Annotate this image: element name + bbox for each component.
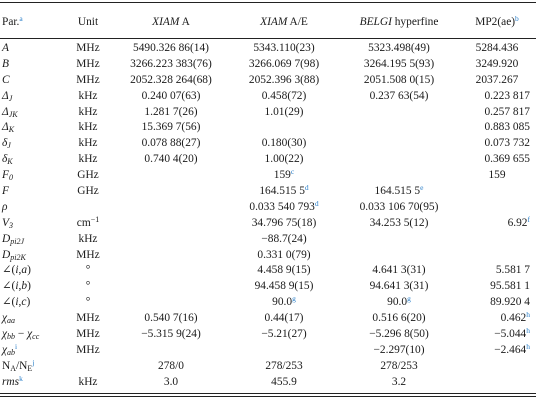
footnote-marker: e: [420, 182, 424, 192]
mp2-cell: [458, 231, 536, 247]
bottom-rule-2: [0, 396, 536, 397]
xiam-a-cell: 0.740 4(20): [144, 153, 198, 166]
mp2-cell: [458, 358, 536, 374]
mp2-cell: 0.257 817: [484, 105, 530, 118]
header-row: [0, 0, 536, 40]
footnote-marker: d: [304, 182, 309, 192]
belgi-cell: 0.237 63(54): [369, 89, 429, 102]
table-row: [0, 199, 536, 215]
footnote-marker: h: [526, 325, 530, 335]
mp2-cell: 5284.436: [475, 41, 519, 54]
xiam-ae-cell: 4.458 9(15): [257, 264, 311, 277]
mp2-cell: [458, 199, 536, 215]
col-header-belgi: BELGI hyperfine: [359, 16, 439, 28]
unit-cell: MHz: [76, 41, 100, 54]
mp2-cell: [458, 374, 536, 390]
xiam-ae-cell: 94.458 9(15): [254, 280, 314, 293]
parameter-cell: $N_A/N_E^j$: [2, 357, 35, 373]
xiam-a-cell: [114, 231, 228, 247]
table-row: [0, 135, 536, 151]
footnote-marker: g: [407, 294, 411, 304]
parameter-cell: F: [2, 184, 9, 197]
xiam-ae-cell: −5.21(27): [261, 327, 307, 340]
footnote-marker: g: [292, 294, 296, 304]
xiam-a-cell: [114, 167, 228, 183]
parameter-cell: $V_3$: [2, 216, 13, 230]
mp2-cell: 95.581 1: [490, 280, 530, 293]
belgi-cell: 3.2: [391, 375, 407, 388]
unit-cell: MHz: [76, 312, 100, 325]
footnote-marker: b: [515, 14, 519, 23]
footnote-marker: k: [19, 373, 23, 383]
xiam-ae-cell: 2052.396 3(88): [248, 73, 320, 86]
table-row: [0, 342, 536, 358]
xiam-ae-cell: 0.331 0(79): [257, 248, 311, 261]
table-row: [0, 310, 536, 326]
parameter-cell: $\Delta_K$: [2, 121, 15, 135]
belgi-cell: −5.296 8(50): [369, 327, 429, 340]
table-row: [0, 326, 536, 342]
unit-cell: MHz: [76, 327, 100, 340]
belgi-cell: 34.253 5(12): [369, 216, 429, 229]
unit-cell: kHz: [78, 153, 98, 166]
xiam-ae-cell: 0.458(72): [261, 89, 307, 102]
xiam-a-cell: [114, 278, 228, 294]
unit-cell: kHz: [78, 89, 98, 102]
footnote-marker: a: [19, 14, 23, 23]
parameter-cell: $\delta_J$: [2, 137, 11, 151]
unit-cell: [62, 358, 114, 374]
xiam-a-cell: 0.240 07(63): [141, 89, 201, 102]
xiam-ae-cell: [228, 342, 340, 358]
unit-cell: GHz: [77, 184, 99, 197]
xiam-ae-cell: 3266.069 7(98): [248, 57, 320, 70]
belgi-cell: [340, 104, 458, 120]
xiam-a-cell: 0.540 7(16): [144, 312, 198, 325]
mp2-cell: 5.581 7: [495, 264, 530, 277]
unit-cell: kHz: [78, 375, 98, 388]
xiam-ae-cell: 1.00(22): [264, 153, 304, 166]
xiam-ae-cell: 34.796 75(18): [251, 216, 317, 229]
bottom-rule: [0, 393, 536, 394]
unit-cell: MHz: [76, 73, 100, 86]
table-row: [0, 215, 536, 231]
unit-cell: MHz: [76, 248, 100, 261]
parameter-cell: $\delta_K$: [2, 153, 13, 167]
xiam-a-cell: 0.078 88(27): [141, 137, 201, 150]
belgi-cell: 5323.498(49): [368, 41, 430, 54]
xiam-a-cell: [114, 215, 228, 231]
mp2-cell: 0.223 817: [484, 89, 530, 102]
col-header-xiam-ae: XIAM A/E: [260, 16, 308, 28]
xiam-a-cell: 15.369 7(56): [141, 121, 201, 134]
mp2-cell: 0.883 085: [484, 121, 530, 134]
xiam-ae-cell: 164.515 5$^d$: [259, 182, 309, 197]
mp2-cell: [458, 247, 536, 263]
xiam-ae-cell: 159$^c$: [273, 167, 295, 182]
mp2-cell: [458, 183, 536, 199]
parameter-cell: ρ: [2, 200, 8, 213]
mp2-cell: −2.464$^h$: [494, 341, 530, 356]
parameter-cell: $F_0$: [2, 169, 13, 183]
belgi-cell: [340, 119, 458, 135]
parameter-cell: B: [2, 57, 9, 70]
unit-cell: °: [85, 264, 91, 277]
parameter-cell: A: [2, 41, 9, 54]
xiam-a-cell: [114, 183, 228, 199]
mp2-cell: 0.073 732: [484, 137, 530, 150]
parameter-cell: ∠(i,a): [2, 264, 31, 277]
belgi-cell: 4.641 3(31): [372, 264, 426, 277]
belgi-cell: [340, 135, 458, 151]
unit-cell: °: [85, 280, 91, 293]
parameter-cell: $\chi_{aa}$: [2, 312, 16, 326]
belgi-cell: 94.641 3(31): [369, 280, 429, 293]
parameter-cell: $\Delta_{JK}$: [2, 105, 18, 119]
belgi-cell: 3264.195 5(93): [363, 57, 435, 70]
unit-cell: °: [85, 296, 91, 309]
parameter-cell: $\chi_{bb} - \chi_{cc}$: [2, 327, 40, 341]
table-row: [0, 183, 536, 199]
xiam-a-cell: 2052.328 264(68): [130, 73, 212, 86]
xiam-ae-cell: 90.0$^g$: [272, 294, 296, 309]
mp2-cell: 0.369 655: [484, 153, 530, 166]
mp2-cell: −5.044$^h$: [494, 325, 530, 340]
xiam-ae-cell: [228, 119, 340, 135]
parameter-cell: rms$^k$: [2, 373, 23, 388]
belgi-cell: [340, 167, 458, 183]
xiam-a-cell: 3.0: [163, 375, 179, 388]
belgi-cell: [340, 151, 458, 167]
table-row: [0, 40, 536, 56]
unit-cell: GHz: [77, 169, 99, 182]
xiam-a-cell: −5.315 9(24): [141, 327, 201, 340]
col-header-mp2: MP2(ae)$^b$: [475, 14, 519, 28]
belgi-cell: 0.516 6(20): [372, 312, 426, 325]
unit-cell: kHz: [78, 105, 98, 118]
xiam-ae-cell: 5343.110(23): [253, 41, 315, 54]
table-body: [0, 40, 536, 390]
xiam-ae-cell: 1.01(29): [264, 105, 304, 118]
table-row: [0, 278, 536, 294]
parameter-cell: ∠(i,b): [2, 280, 31, 293]
parameter-cell: $D_{pi2J}$: [2, 232, 25, 246]
belgi-cell: 90.0$^g$: [387, 294, 411, 309]
belgi-cell: 164.515 5e: [374, 182, 424, 197]
xiam-ae-cell: 0.44(17): [264, 312, 304, 325]
belgi-cell: 278/253: [380, 359, 418, 372]
table-row: [0, 247, 536, 263]
mp2-cell: 89.920 4: [490, 296, 530, 309]
unit-cell: [62, 199, 114, 215]
mp2-cell: 2037.267: [475, 73, 519, 86]
xiam-ae-cell: 0.033 540 793$^d$: [249, 198, 319, 213]
mp2-cell: 3249.920: [475, 57, 519, 70]
footnote-marker: d: [314, 198, 319, 208]
table-row: [0, 262, 536, 278]
mp2-cell: 0.462$^h$: [500, 310, 530, 325]
xiam-a-cell: 3266.223 383(76): [130, 57, 212, 70]
parameter-cell: ∠(i,c): [2, 296, 31, 309]
xiam-ae-cell: 0.180(30): [261, 137, 307, 150]
parameter-cell: $\chi_{ab}^i$: [2, 341, 18, 357]
unit-cell: kHz: [78, 137, 98, 150]
xiam-a-cell: [114, 294, 228, 310]
table-row: [0, 119, 536, 135]
footnote-marker: f: [527, 214, 530, 224]
unit-cell: $cm^{-1}$: [76, 214, 100, 229]
xiam-ae-cell: −88.7(24): [261, 232, 307, 245]
unit-cell: MHz: [76, 343, 100, 356]
col-header-unit: Unit: [77, 16, 99, 28]
unit-cell: MHz: [76, 57, 100, 70]
table-row: [0, 72, 536, 88]
table-row: [0, 151, 536, 167]
table-row: [0, 358, 536, 374]
table-row: [0, 88, 536, 104]
table-row: [0, 167, 536, 183]
parameter-cell: C: [2, 73, 10, 86]
xiam-ae-cell: 455.9: [271, 375, 297, 388]
footnote-marker: h: [526, 341, 530, 351]
belgi-cell: −2.297(10): [373, 343, 425, 356]
belgi-cell: [340, 231, 458, 247]
table-row: [0, 56, 536, 72]
footnote-marker: j: [32, 357, 35, 367]
footnote-marker: c: [290, 167, 295, 177]
mp2-cell: 159: [488, 169, 506, 182]
footnote-marker: i: [15, 341, 18, 351]
footnote-marker: h: [526, 310, 530, 320]
belgi-cell: 2051.508 0(15): [363, 73, 435, 86]
belgi-cell: 0.033 106 70(95): [359, 200, 439, 213]
xiam-a-cell: 5490.326 86(14): [133, 41, 209, 54]
table-row: [0, 104, 536, 120]
table-row: [0, 231, 536, 247]
table-row: [0, 374, 536, 390]
xiam-a-cell: [114, 199, 228, 215]
belgi-cell: [340, 247, 458, 263]
xiam-a-cell: 1.281 7(26): [144, 105, 198, 118]
parameter-cell: $D_{pi2K}$: [2, 248, 26, 262]
mp2-cell: 6.92$^f$: [507, 214, 530, 229]
table-row: [0, 294, 536, 310]
col-header-par: Par.$^a$: [2, 14, 23, 28]
col-header-xiam-a: XIAM A: [152, 16, 190, 28]
unit-cell: kHz: [78, 232, 98, 245]
xiam-a-cell: [114, 247, 228, 263]
xiam-ae-cell: 278/253: [265, 359, 303, 372]
xiam-a-cell: [114, 262, 228, 278]
xiam-a-cell: 278/0: [158, 359, 184, 372]
xiam-a-cell: [114, 342, 228, 358]
unit-cell: kHz: [78, 121, 98, 134]
parameter-cell: $\Delta_J$: [2, 89, 13, 103]
